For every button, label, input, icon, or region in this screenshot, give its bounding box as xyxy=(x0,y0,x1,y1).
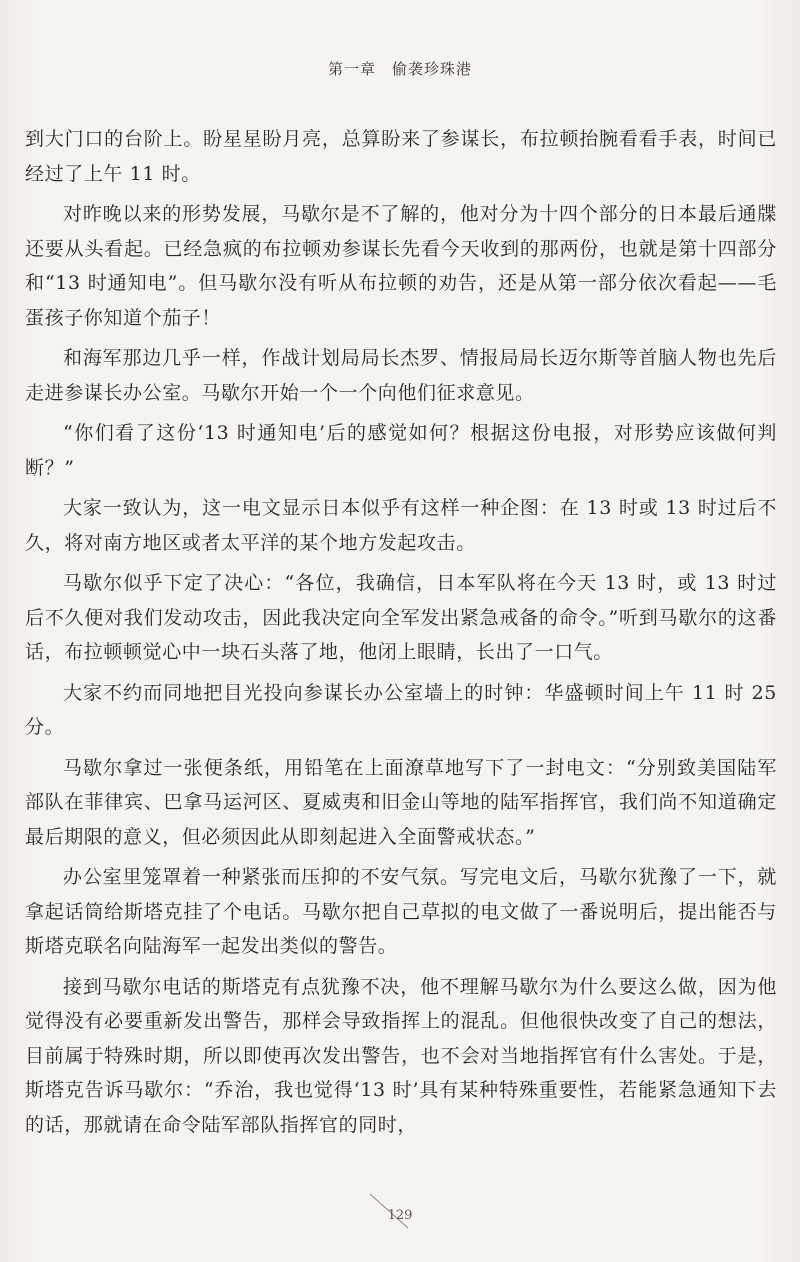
paragraph: “你们看了这份‘13 时通知电’后的感觉如何？根据这份电报，对形势应该做何判断？” xyxy=(25,422,777,479)
paragraph: 办公室里笼罩着一种紧张而压抑的不安气氛。写完电文后，马歇尔犹豫了一下，就拿起话筒给斯塔克挂了个电话。马歇尔把自己草拟的电文做了一番说明后，提出能否与斯塔克联名向陆海军一起发出类似的警告。 xyxy=(25,866,777,957)
paragraph: 大家一致认为，这一电文显示日本似乎有这样一种企图：在 13 时或 13 时过后不久，将对南方地区或者太平洋的某个地方发起攻击。 xyxy=(25,497,777,554)
chapter-title: 偷袭珍珠港 xyxy=(392,60,473,78)
paragraph: 和海军那边几乎一样，作战计划局局长杰罗、情报局局长迈尔斯等首脑人物也先后走进参谋长办公室。马歇尔开始一个一个向他们征求意见。 xyxy=(25,347,777,404)
paragraph: 大家不约而同地把目光投向参谋长办公室墙上的时钟：华盛顿时间上午 11 时 25 分。 xyxy=(25,681,777,738)
chapter-label: 第一章 xyxy=(327,60,376,78)
paragraph: 对昨晚以来的形势发展，马歇尔是不了解的，他对分为十四个部分的日本最后通牒还要从头看起。已经急疯的布拉顿劝参谋长先看今天收到的那两份，也就是第十四部分和“13 时通知电”。但马歇尔没有听从布拉顿的劝告，还是从第一部分依次看起——毛蛋孩子你知道个茄子！ xyxy=(25,203,777,329)
paragraph: 接到马歇尔电话的斯塔克有点犹豫不决，他不理解马歇尔为什么要这么做，因为他觉得没有必要重新发出警告，那样会导致指挥上的混乱。但他很快改变了自己的想法，目前属于特殊时期，所以即使再次发出警告，也不会对当地指挥官有什么害处。于是，斯塔克告诉马歇尔：“乔治，我也觉得‘13 时’具有某种特殊重要性，若能紧急通知下去的话，那就请在命令陆军部队指挥官的同时， xyxy=(25,975,777,1136)
paragraph: 马歇尔似乎下定了决心：“各位，我确信，日本军队将在今天 13 时，或 13 时过后不久便对我们发动攻击，因此我决定向全军发出紧急戒备的命令。”听到马歇尔的这番话，布拉顿顿觉心中一块石头落了地，他闭上眼睛，长出了一口气。 xyxy=(25,572,777,663)
running-head xyxy=(0,58,800,79)
paragraph: 到大门口的台阶上。盼星星盼月亮，总算盼来了参谋长，布拉顿抬腕看看手表，时间已经过了上午 11 时。 xyxy=(25,128,777,185)
paragraph: 马歇尔拿过一张便条纸，用铅笔在上面潦草地写下了一封电文：“分别致美国陆军部队在菲律宾、巴拿马运河区、夏威夷和旧金山等地的陆军指挥官，我们尚不知道确定最后期限的意义，但必须因此从即刻起进入全面警戒状态。” xyxy=(25,756,777,848)
page-number: 129 xyxy=(387,1208,413,1223)
body-text xyxy=(25,122,777,1148)
